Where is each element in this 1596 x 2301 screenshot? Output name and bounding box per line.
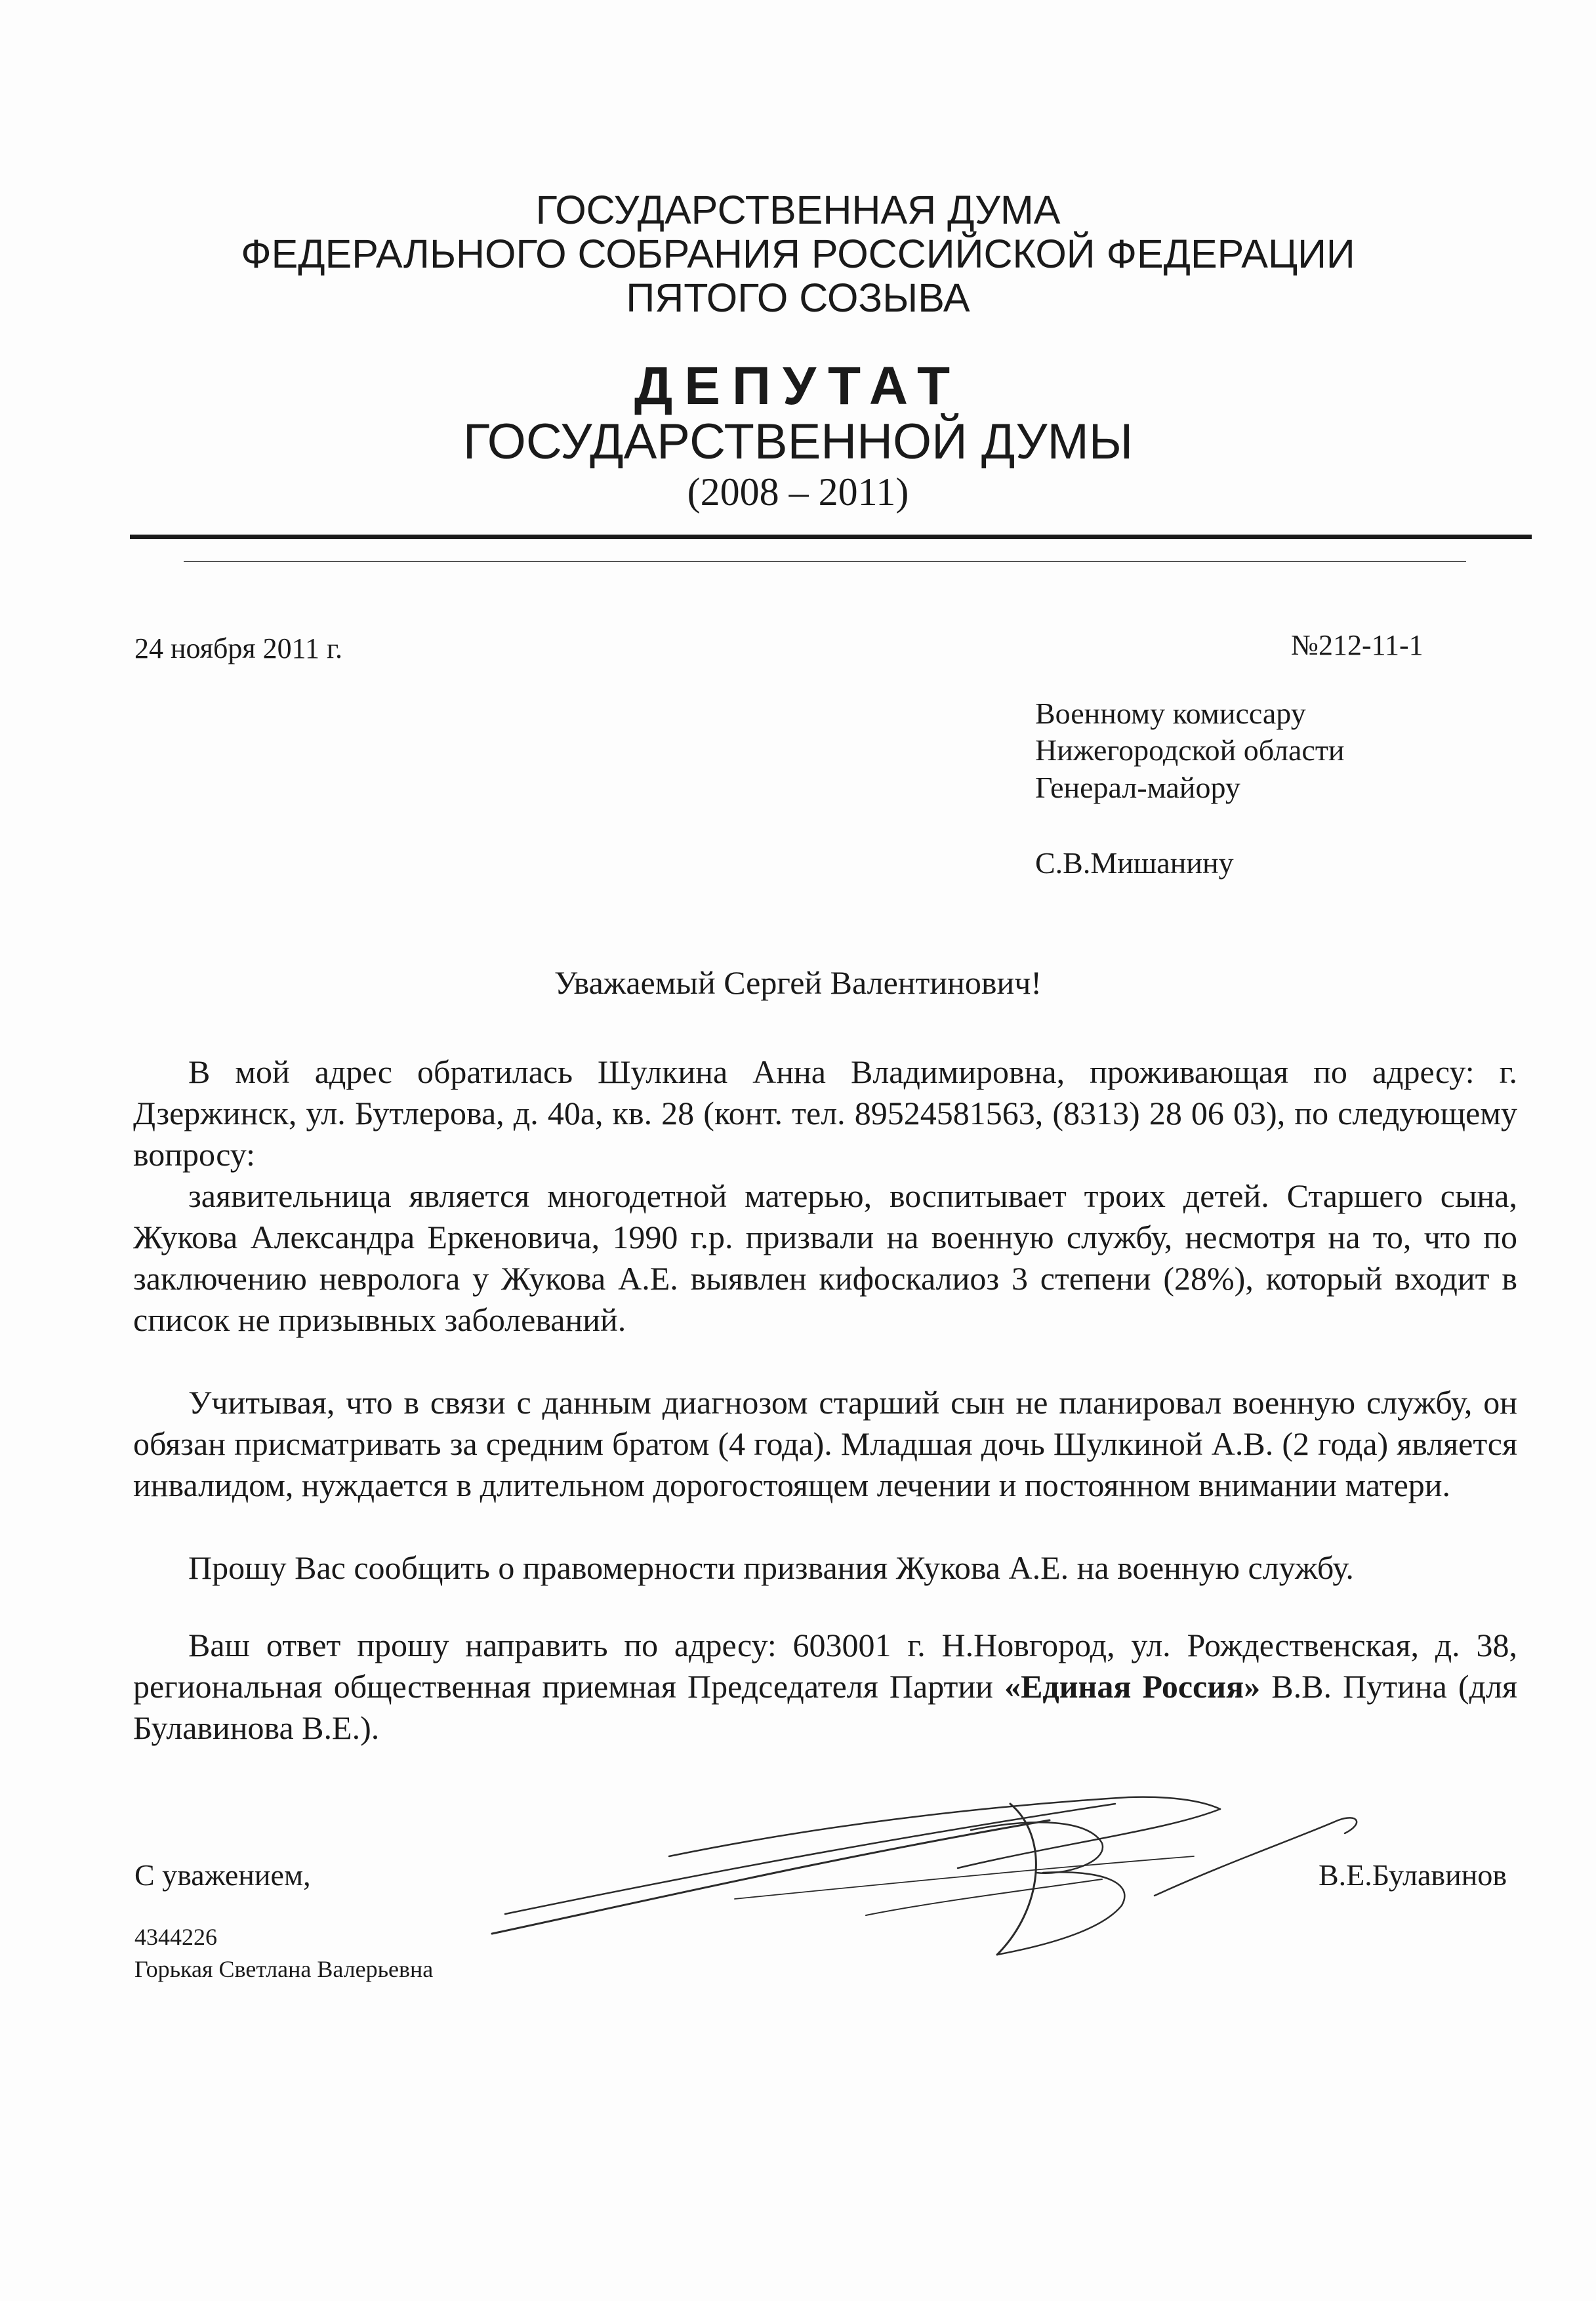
- reply-address-tail: В.В. Путина (для Булавинова В.Е.).: [133, 1668, 1517, 1746]
- executor-phone: 4344226: [134, 1924, 217, 1950]
- executor-name: Горькая Светлана Валерьевна: [134, 1956, 434, 1982]
- letter-date: 24 ноября 2011 г.: [134, 632, 343, 664]
- body-paragraph-3: Учитывая, что в связи с данным диагнозом старший сын не планировал военную службу, он обязан присматривать за средним братом (4 года). Младшая дочь Шулкиной А.В. (2 года) является инвалидом, нуждается в длительном дорогостоящем лечении и постоянном внимании матери.: [133, 1384, 1517, 1503]
- header-line-3: ПЯТОГО СОЗЫВА: [626, 275, 970, 320]
- header-title: ДЕПУТАТ: [634, 356, 962, 416]
- header-subtitle: ГОСУДАРСТВЕННОЙ ДУМЫ: [462, 414, 1134, 470]
- header-divider-thin: [184, 561, 1466, 562]
- body-paragraph-4: Прошу Вас сообщить о правомерности призвания Жукова А.Е. на военную службу.: [188, 1549, 1354, 1586]
- document-number: №212-11-1: [1291, 629, 1423, 661]
- header-term: (2008 – 2011): [687, 470, 909, 514]
- salutation: Уважаемый Сергей Валентинович!: [554, 964, 1042, 1001]
- body-paragraph-2: заявительница является многодетной матерью, воспитывает троих детей. Старшего сына, Жукова Александра Еркеновича, 1990 г.р. призвали на военную службу, несмотря на то, что по заключению невролога у Жукова А.Е. выявлен кифоскалиоз 3 степени (28%), который входит в список не призывных заболеваний.: [133, 1177, 1517, 1338]
- body-paragraph-1: В мой адрес обратилась Шулкина Анна Владимировна, проживающая по адресу: г. Дзержинск, ул. Бутлерова, д. 40а, кв. 28 (конт. тел. 89524581563, (8313) 28 06 03), по следующему вопросу:: [133, 1053, 1517, 1173]
- addressee-line-3: Генерал-майору: [1035, 771, 1240, 804]
- addressee-line-2: Нижегородской области: [1035, 733, 1345, 767]
- reply-address-text: Ваш ответ прошу направить по адресу: 603001 г. Н.Новгород, ул. Рождественская, д. 38, региональная общественная приемная Председателя Партии: [133, 1627, 1517, 1705]
- header-line-1: ГОСУДАРСТВЕННАЯ ДУМА: [535, 188, 1061, 232]
- signer-name: В.Е.Булавинов: [1319, 1858, 1507, 1892]
- handwritten-signature: [472, 1758, 1456, 2007]
- body-paragraph-5: [133, 1625, 1517, 1749]
- header-line-2: ФЕДЕРАЛЬНОГО СОБРАНИЯ РОССИЙСКОЙ ФЕДЕРАЦИИ: [241, 232, 1355, 276]
- closing-phrase: С уважением,: [134, 1858, 311, 1892]
- addressee-line-1: Военному комиссару: [1035, 697, 1306, 730]
- party-name: «Единая Россия»: [1004, 1668, 1261, 1705]
- header-divider-thick: [130, 535, 1532, 539]
- addressee-name: С.В.Мишанину: [1035, 846, 1234, 880]
